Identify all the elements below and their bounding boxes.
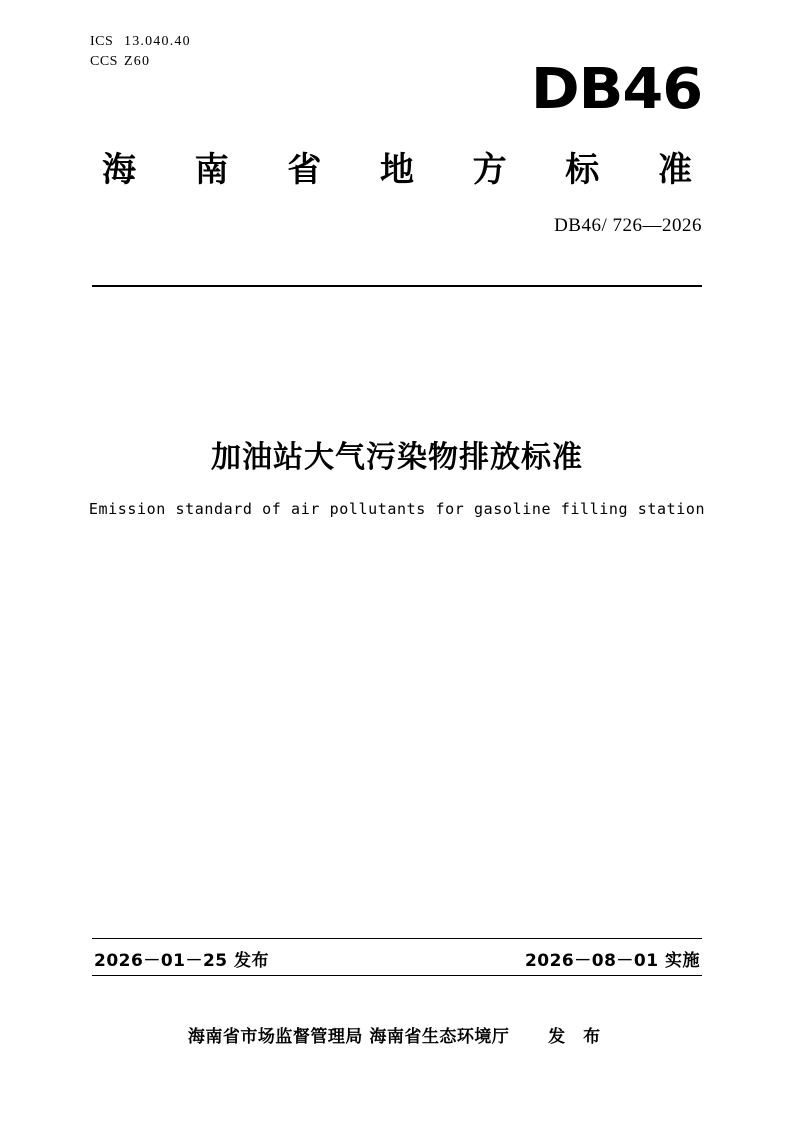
ccs-label: CCS [90,54,118,69]
effective-date: 2026－08－01 实施 [524,951,700,971]
ccs-row [90,52,191,72]
series-title-char-4: 方 [472,150,507,190]
publish-label: 发 布 [548,1027,607,1047]
issuer-primary: 海南省市场监督管理局 [187,1027,363,1047]
issuer-secondary: 海南省生态环境厅 [369,1027,510,1047]
series-title-char-1: 南 [194,150,229,190]
db46-logo: DB46 [530,57,702,122]
series-title-char-0: 海 [102,150,136,190]
standard-number: DB46/ 726—2026 [554,215,702,236]
document-title-english: Emission standard of air pollutants for gasoline filling station [88,500,706,518]
ics-value: 13.040.40 [124,34,191,49]
standard-series-title [90,148,704,192]
ccs-value: Z60 [124,54,151,69]
dates-divider-top [92,938,702,939]
series-title-char-2: 省 [287,150,322,190]
series-title-char-5: 标 [565,150,600,190]
issue-date: 2026－01－25 发布 [94,951,270,971]
header-divider [92,285,702,287]
ics-ccs-block [90,32,191,72]
series-title-char-6: 准 [657,150,692,190]
ics-row [90,32,191,52]
document-title-chinese: 加油站大气污染物排放标准 [211,440,583,475]
series-title-char-3: 地 [379,150,414,190]
dates-divider-bottom [92,975,702,976]
ics-label: ICS [90,34,114,49]
issuer-row [0,1022,794,1047]
